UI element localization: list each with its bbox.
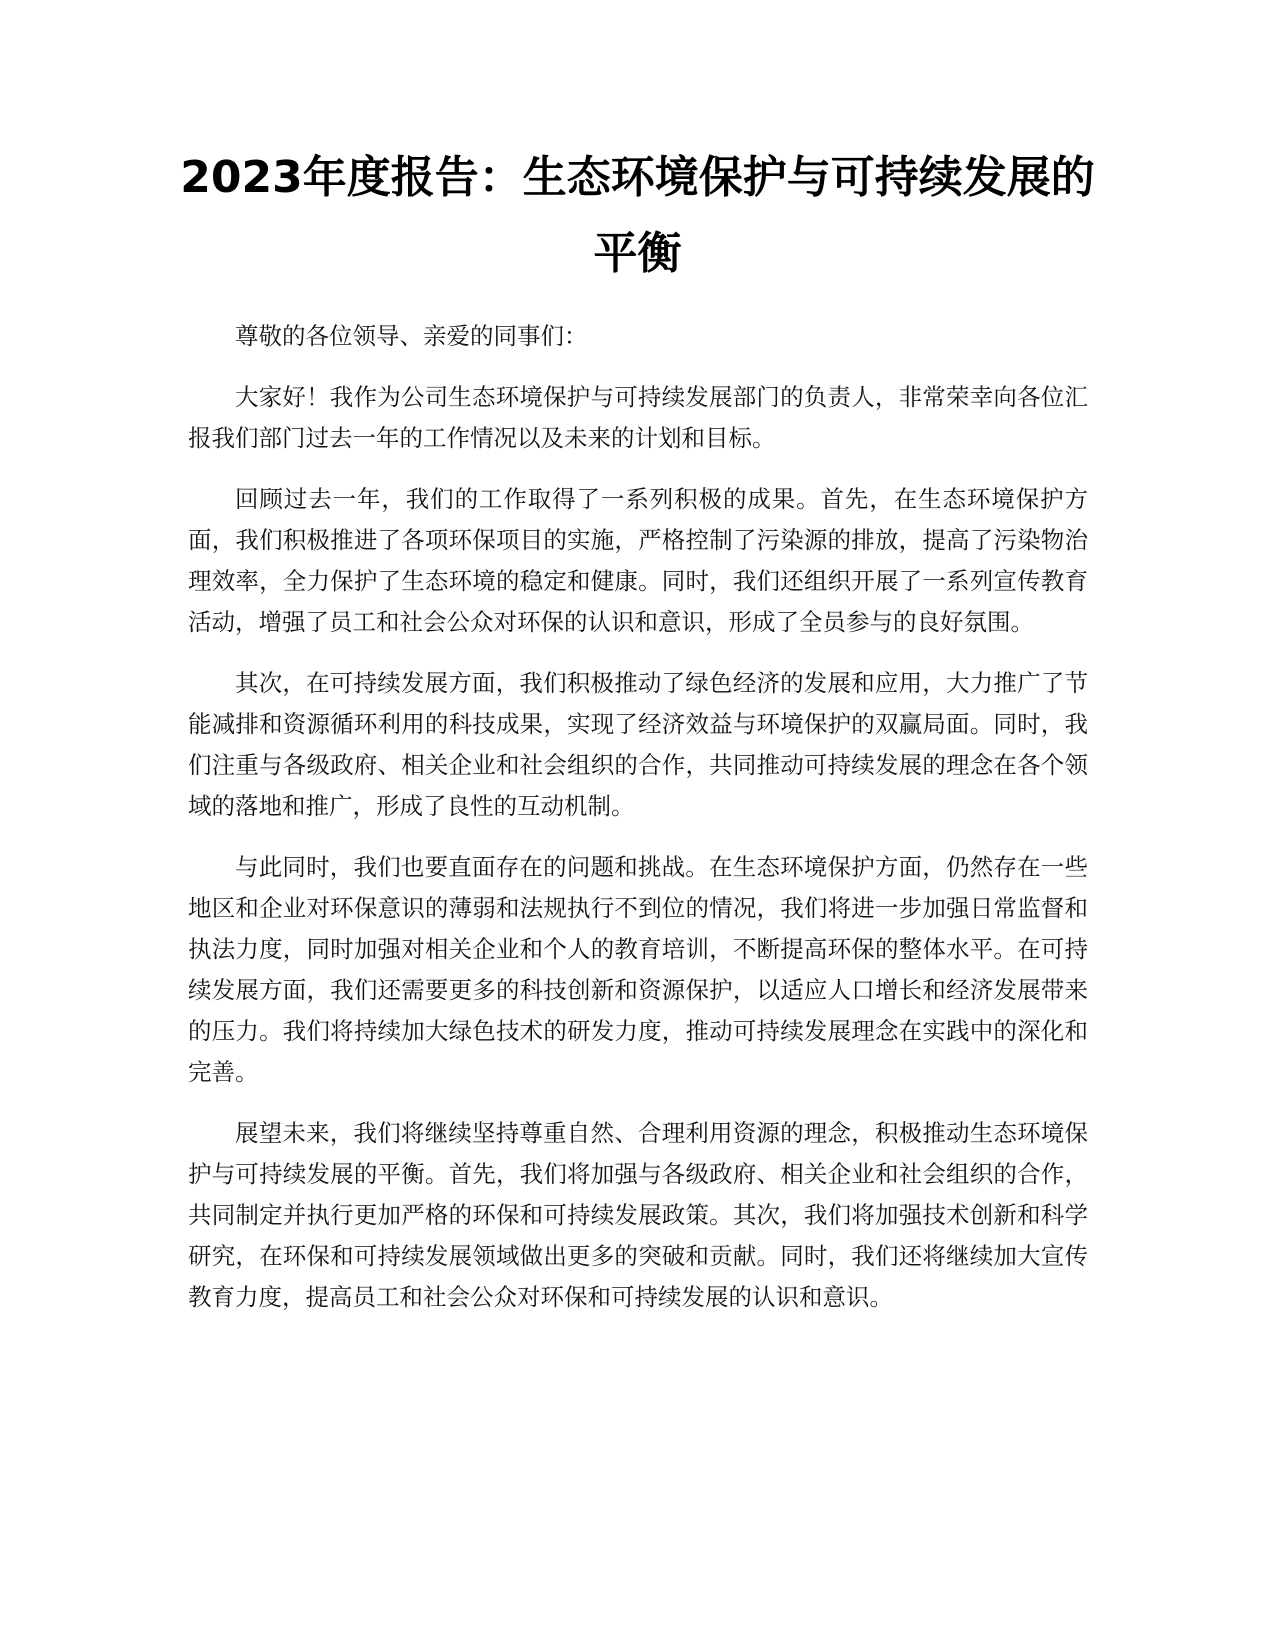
greeting-paragraph: 大家好！我作为公司生态环境保护与可持续发展部门的负责人，非常荣幸向各位汇报我们部门过去一年的工作情况以及未来的计划和目标。 — [188, 383, 1088, 452]
sustainability-paragraph: 其次，在可持续发展方面，我们积极推动了绿色经济的发展和应用，大力推广了节能减排和资源循环利用的科技成果，实现了经济效益与环境保护的双赢局面。同时，我们注重与各级政府、相关企业和社会组织的合作，共同推动可持续发展的理念在各个领域的落地和推广，形成了良性的互动机制。 — [188, 669, 1088, 820]
salutation-paragraph: 尊敬的各位领导、亲爱的同事们： — [235, 322, 588, 350]
outlook-paragraph: 展望未来，我们将继续坚持尊重自然、合理利用资源的理念，积极推动生态环境保护与可持续发展的平衡。首先，我们将加强与各级政府、相关企业和社会组织的合作，共同制定并执行更加严格的环保和可持续发展政策。其次，我们将加强技术创新和科学研究，在环保和可持续发展领域做出更多的突破和贡献。同时，我们还将继续加大宣传教育力度，提高员工和社会公众对环保和可持续发展的认识和意识。 — [188, 1119, 1088, 1311]
challenges-paragraph: 与此同时，我们也要直面存在的问题和挑战。在生态环境保护方面，仍然存在一些地区和企业对环保意识的薄弱和法规执行不到位的情况，我们将进一步加强日常监督和执法力度，同时加强对相关企业和个人的教育培训，不断提高环保的整体水平。在可持续发展方面，我们还需要更多的科技创新和资源保护，以适应人口增长和经济发展带来的压力。我们将持续加大绿色技术的研发力度，推动可持续发展理念在实践中的深化和完善。 — [188, 853, 1088, 1086]
document-body — [188, 316, 1088, 1338]
document-title: 2023年度报告：生态环境保护与可持续发展的平衡 — [180, 152, 1095, 279]
review-paragraph: 回顾过去一年，我们的工作取得了一系列积极的成果。首先，在生态环境保护方面，我们积极推进了各项环保项目的实施，严格控制了污染源的排放，提高了污染物治理效率，全力保护了生态环境的稳定和健康。同时，我们还组织开展了一系列宣传教育活动，增强了员工和社会公众对环保的认识和意识，形成了全员参与的良好氛围。 — [188, 485, 1088, 636]
